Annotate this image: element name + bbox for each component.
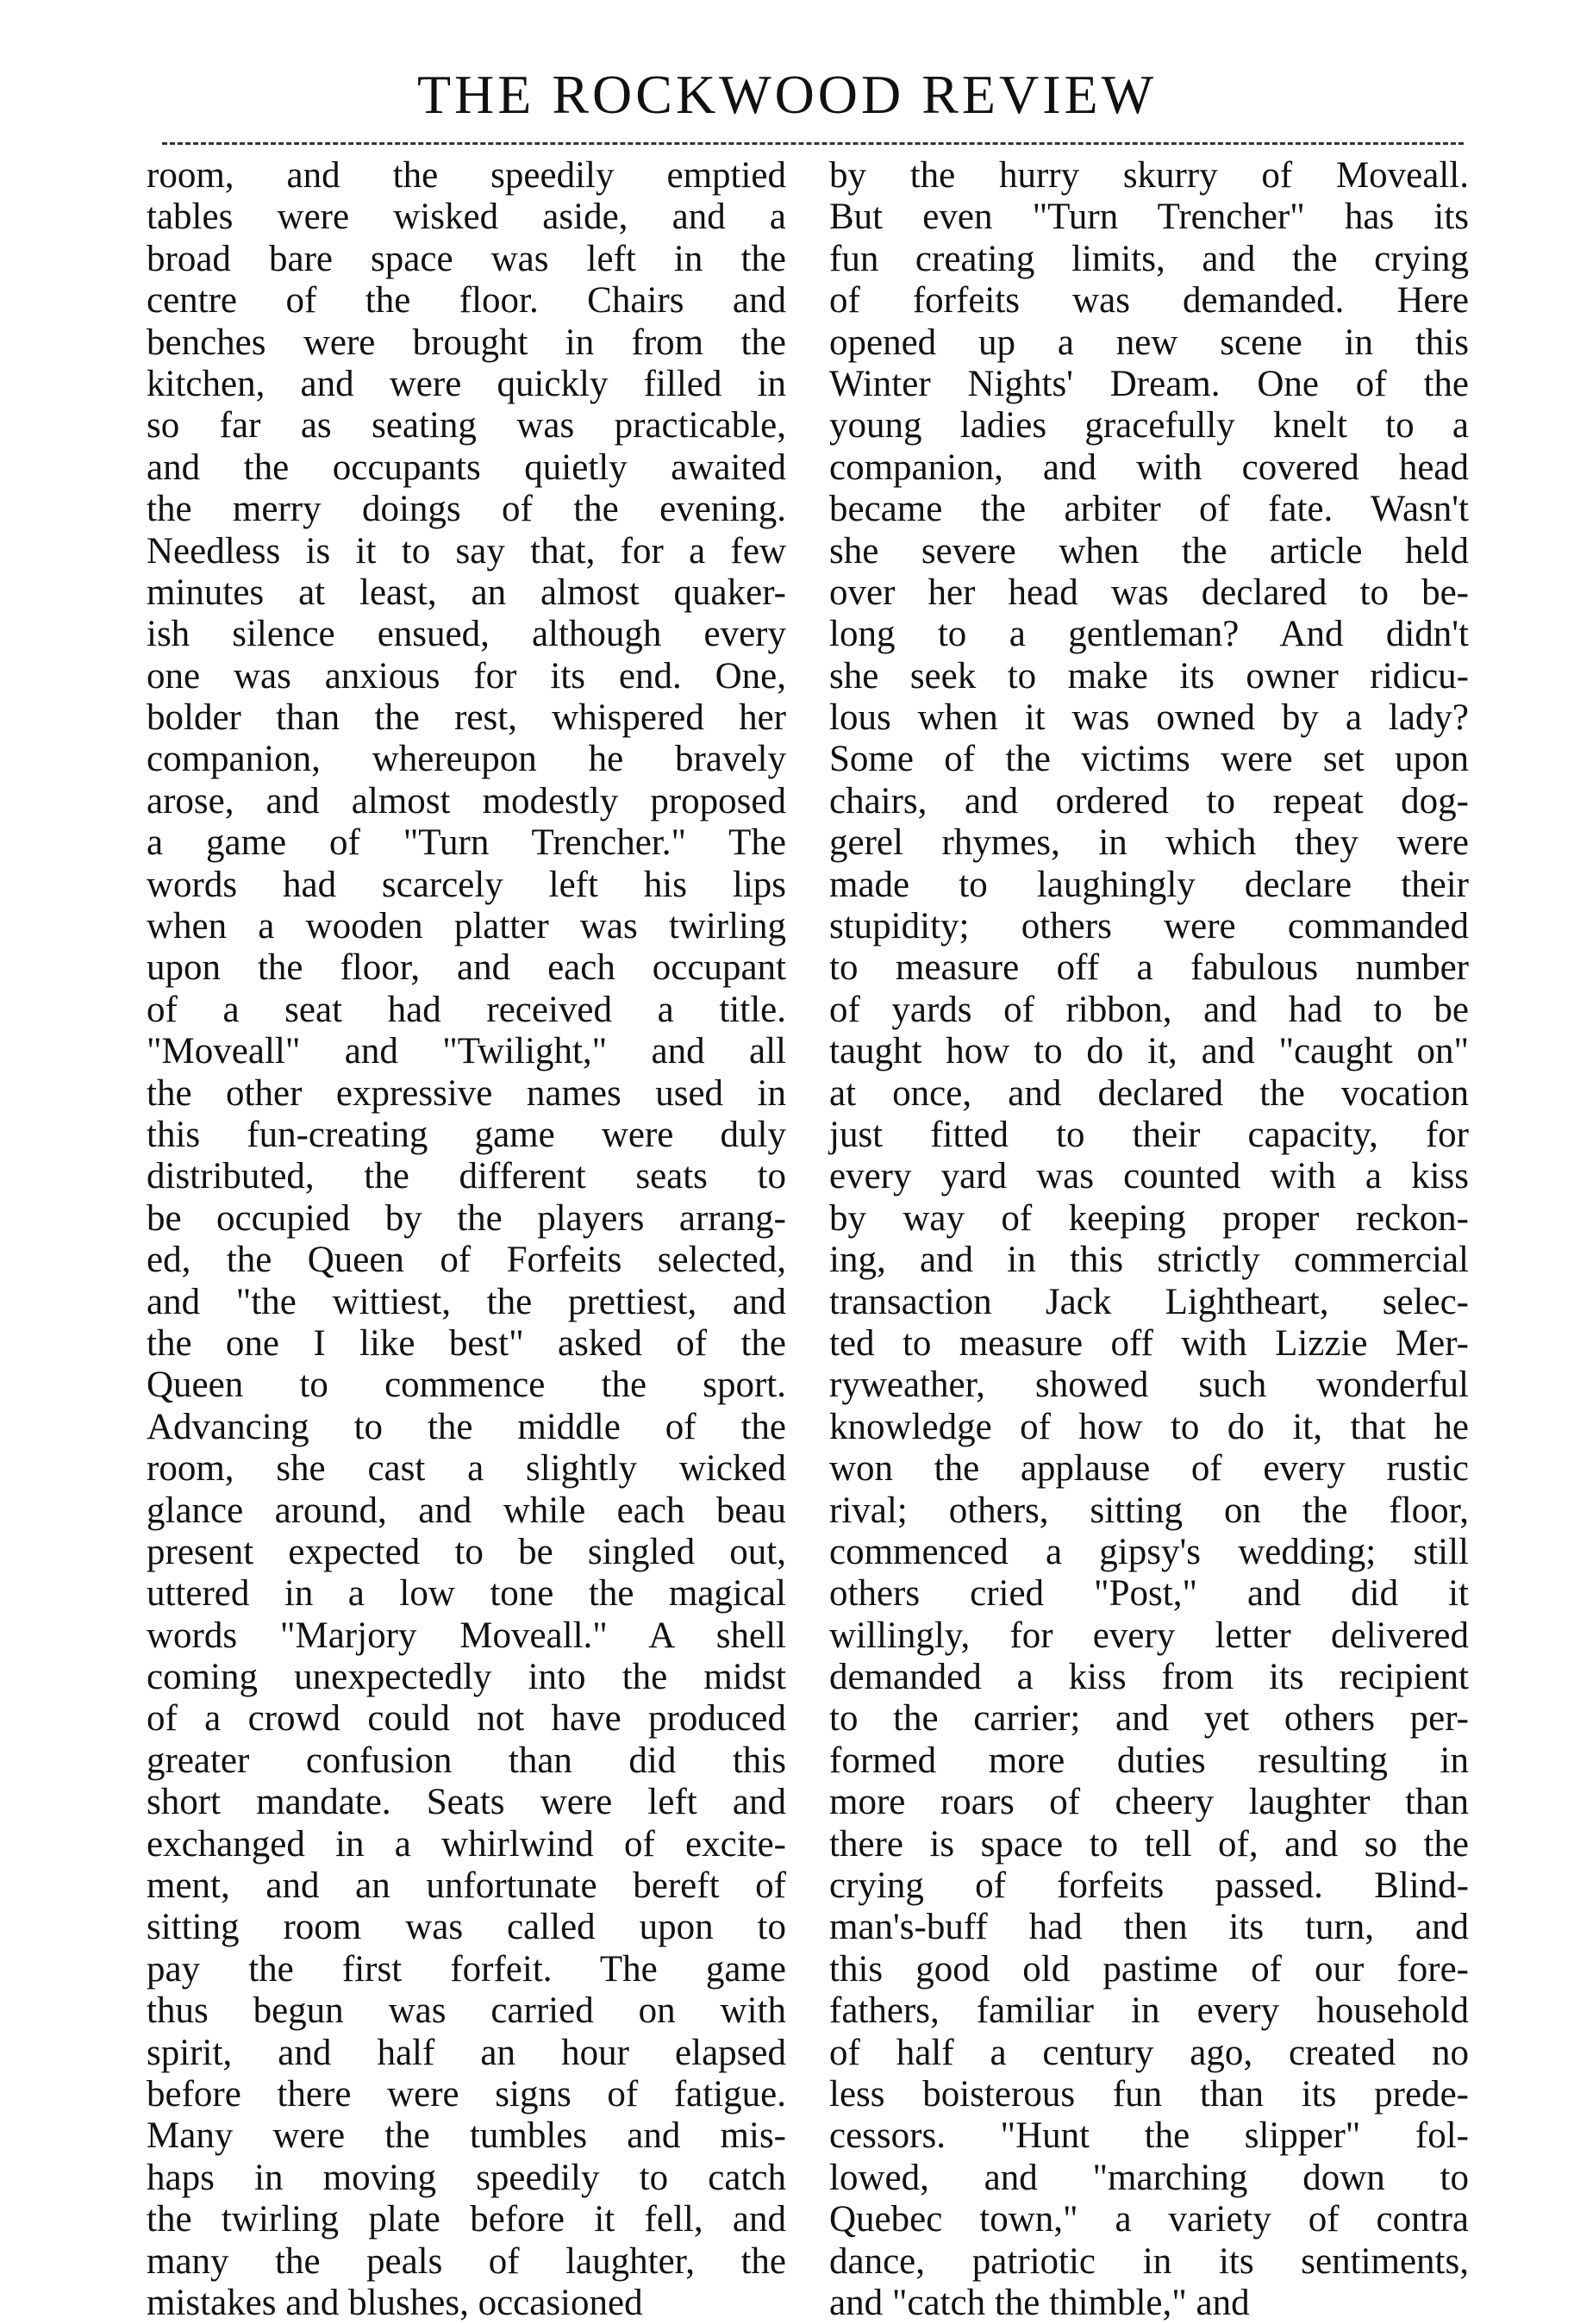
- text-line: this fun-creating game were duly: [147, 1114, 786, 1155]
- text-line: glance around, and while each beau: [147, 1490, 786, 1531]
- text-line: "Moveall" and "Twilight," and all: [147, 1031, 786, 1072]
- text-line: and "the wittiest, the prettiest, and: [147, 1281, 786, 1322]
- text-line: this good old pastime of our fore-: [829, 1948, 1469, 1990]
- text-line: But even "Turn Trencher" has its: [829, 197, 1469, 238]
- text-line: benches were brought in from the: [147, 322, 786, 363]
- text-line: by the hurry skurry of Moveall.: [829, 155, 1469, 196]
- text-line: of half a century ago, created no: [829, 2032, 1469, 2073]
- text-line: gerel rhymes, in which they were: [829, 822, 1469, 864]
- text-line: ment, and an unfortunate bereft of: [147, 1865, 786, 1907]
- text-line: rival; others, sitting on the floor,: [829, 1490, 1469, 1531]
- text-line: long to a gentleman? And didn't: [829, 614, 1469, 655]
- text-line: one was anxious for its end. One,: [147, 655, 786, 697]
- text-line: the twirling plate before it fell, and: [147, 2199, 786, 2240]
- text-line: the merry doings of the evening.: [147, 489, 786, 530]
- text-line: made to laughingly declare their: [829, 864, 1469, 905]
- text-line: fathers, familiar in every household: [829, 1990, 1469, 2032]
- text-line: by way of keeping proper reckon-: [829, 1197, 1469, 1239]
- text-line: Needless is it to say that, for a few: [147, 530, 786, 572]
- text-line: ish silence ensued, although every: [147, 614, 786, 655]
- text-line: more roars of cheery laughter than: [829, 1782, 1469, 1823]
- text-line: willingly, for every letter delivered: [829, 1615, 1469, 1656]
- text-line: when a wooden platter was twirling: [147, 906, 786, 947]
- text-line: Advancing to the middle of the: [147, 1406, 786, 1447]
- text-line: ing, and in this strictly commercial: [829, 1240, 1469, 1281]
- text-line: lowed, and "marching down to: [829, 2157, 1469, 2198]
- text-line: haps in moving speedily to catch: [147, 2157, 786, 2198]
- text-line: minutes at least, an almost quaker-: [147, 572, 786, 613]
- text-line: taught how to do it, and "caught on": [829, 1031, 1469, 1072]
- header-rule: [162, 142, 1464, 145]
- text-line: centre of the floor. Chairs and: [147, 280, 786, 322]
- text-line: room, she cast a slightly wicked: [147, 1448, 786, 1490]
- text-line: every yard was counted with a kiss: [829, 1156, 1469, 1197]
- text-line: broad bare space was left in the: [147, 238, 786, 279]
- text-line: bolder than the rest, whispered her: [147, 697, 786, 739]
- text-line: many the peals of laughter, the: [147, 2240, 786, 2282]
- text-line: so far as seating was practicable,: [147, 405, 786, 447]
- text-line: of forfeits was demanded. Here: [829, 280, 1469, 322]
- text-line: of a seat had received a title.: [147, 989, 786, 1030]
- page-header-title: THE ROCKWOOD REVIEW: [416, 64, 1158, 125]
- text-line: opened up a new scene in this: [829, 322, 1469, 363]
- text-line: present expected to be singled out,: [147, 1531, 786, 1572]
- text-line: companion, whereupon he bravely: [147, 739, 786, 780]
- text-line: companion, and with covered head: [829, 447, 1469, 488]
- text-line: words "Marjory Moveall." A shell: [147, 1615, 786, 1656]
- text-line: at once, and declared the vocation: [829, 1072, 1469, 1114]
- text-line: tables were wisked aside, and a: [147, 197, 786, 238]
- text-line: less boisterous fun than its prede-: [829, 2073, 1469, 2115]
- text-line: coming unexpectedly into the midst: [147, 1657, 786, 1698]
- text-line: over her head was declared to be-: [829, 572, 1469, 613]
- text-line: transaction Jack Lightheart, selec-: [829, 1281, 1469, 1322]
- text-line: she severe when the article held: [829, 530, 1469, 572]
- text-column-right: [829, 155, 1469, 2324]
- text-line: ryweather, showed such wonderful: [829, 1365, 1469, 1406]
- text-line: ed, the Queen of Forfeits selected,: [147, 1240, 786, 1281]
- text-line: Queen to commence the sport.: [147, 1365, 786, 1406]
- text-line: of a crowd could not have produced: [147, 1698, 786, 1740]
- text-line: she seek to make its owner ridicu-: [829, 655, 1469, 697]
- text-line: greater confusion than did this: [147, 1740, 786, 1781]
- text-column-left: [147, 155, 786, 2324]
- text-line: and "catch the thimble," and: [829, 2282, 1250, 2323]
- text-line: spirit, and half an hour elapsed: [147, 2032, 786, 2073]
- text-line: became the arbiter of fate. Wasn't: [829, 489, 1469, 530]
- text-line: young ladies gracefully knelt to a: [829, 405, 1469, 447]
- text-line: there is space to tell of, and so the: [829, 1823, 1469, 1865]
- text-line: upon the floor, and each occupant: [147, 947, 786, 989]
- text-line: knowledge of how to do it, that he: [829, 1406, 1469, 1447]
- text-line: be occupied by the players arrang-: [147, 1197, 786, 1239]
- text-line: ted to measure off with Lizzie Mer-: [829, 1322, 1469, 1364]
- text-line: short mandate. Seats were left and: [147, 1782, 786, 1823]
- text-line: uttered in a low tone the magical: [147, 1573, 786, 1615]
- text-line: stupidity; others were commanded: [829, 906, 1469, 947]
- text-line: arose, and almost modestly proposed: [147, 780, 786, 822]
- text-line: room, and the speedily emptied: [147, 155, 786, 196]
- text-line: pay the first forfeit. The game: [147, 1948, 786, 1990]
- text-line: the one I like best" asked of the: [147, 1322, 786, 1364]
- text-line: sitting room was called upon to: [147, 1907, 786, 1948]
- text-line: and the occupants quietly awaited: [147, 447, 786, 488]
- text-line: fun creating limits, and the crying: [829, 238, 1469, 279]
- text-line: distributed, the different seats to: [147, 1156, 786, 1197]
- text-line: thus begun was carried on with: [147, 1990, 786, 2032]
- text-line: kitchen, and were quickly filled in: [147, 363, 786, 404]
- text-line: to the carrier; and yet others per-: [829, 1698, 1469, 1740]
- text-line: demanded a kiss from its recipient: [829, 1657, 1469, 1698]
- text-line: won the applause of every rustic: [829, 1448, 1469, 1490]
- text-line: mistakes and blushes, occasioned: [147, 2282, 643, 2323]
- text-line: just fitted to their capacity, for: [829, 1114, 1469, 1155]
- text-line: before there were signs of fatigue.: [147, 2073, 786, 2115]
- text-line: of yards of ribbon, and had to be: [829, 989, 1469, 1030]
- text-line: cessors. "Hunt the slipper" fol-: [829, 2115, 1469, 2157]
- text-line: man's-buff had then its turn, and: [829, 1907, 1469, 1948]
- text-line: chairs, and ordered to repeat dog-: [829, 780, 1469, 822]
- text-line: words had scarcely left his lips: [147, 864, 786, 905]
- text-line: Winter Nights' Dream. One of the: [829, 363, 1469, 404]
- text-line: exchanged in a whirlwind of excite-: [147, 1823, 786, 1865]
- text-line: Many were the tumbles and mis-: [147, 2115, 786, 2157]
- text-line: formed more duties resulting in: [829, 1740, 1469, 1781]
- text-line: to measure off a fabulous number: [829, 947, 1469, 989]
- text-line: dance, patriotic in its sentiments,: [829, 2240, 1469, 2282]
- text-line: crying of forfeits passed. Blind-: [829, 1865, 1469, 1907]
- text-line: Some of the victims were set upon: [829, 739, 1469, 780]
- text-line: Quebec town," a variety of contra: [829, 2199, 1469, 2240]
- text-line: a game of "Turn Trencher." The: [147, 822, 786, 864]
- text-line: the other expressive names used in: [147, 1072, 786, 1114]
- text-line: commenced a gipsy's wedding; still: [829, 1531, 1469, 1572]
- text-line: others cried "Post," and did it: [829, 1573, 1469, 1615]
- text-line: lous when it was owned by a lady?: [829, 697, 1469, 739]
